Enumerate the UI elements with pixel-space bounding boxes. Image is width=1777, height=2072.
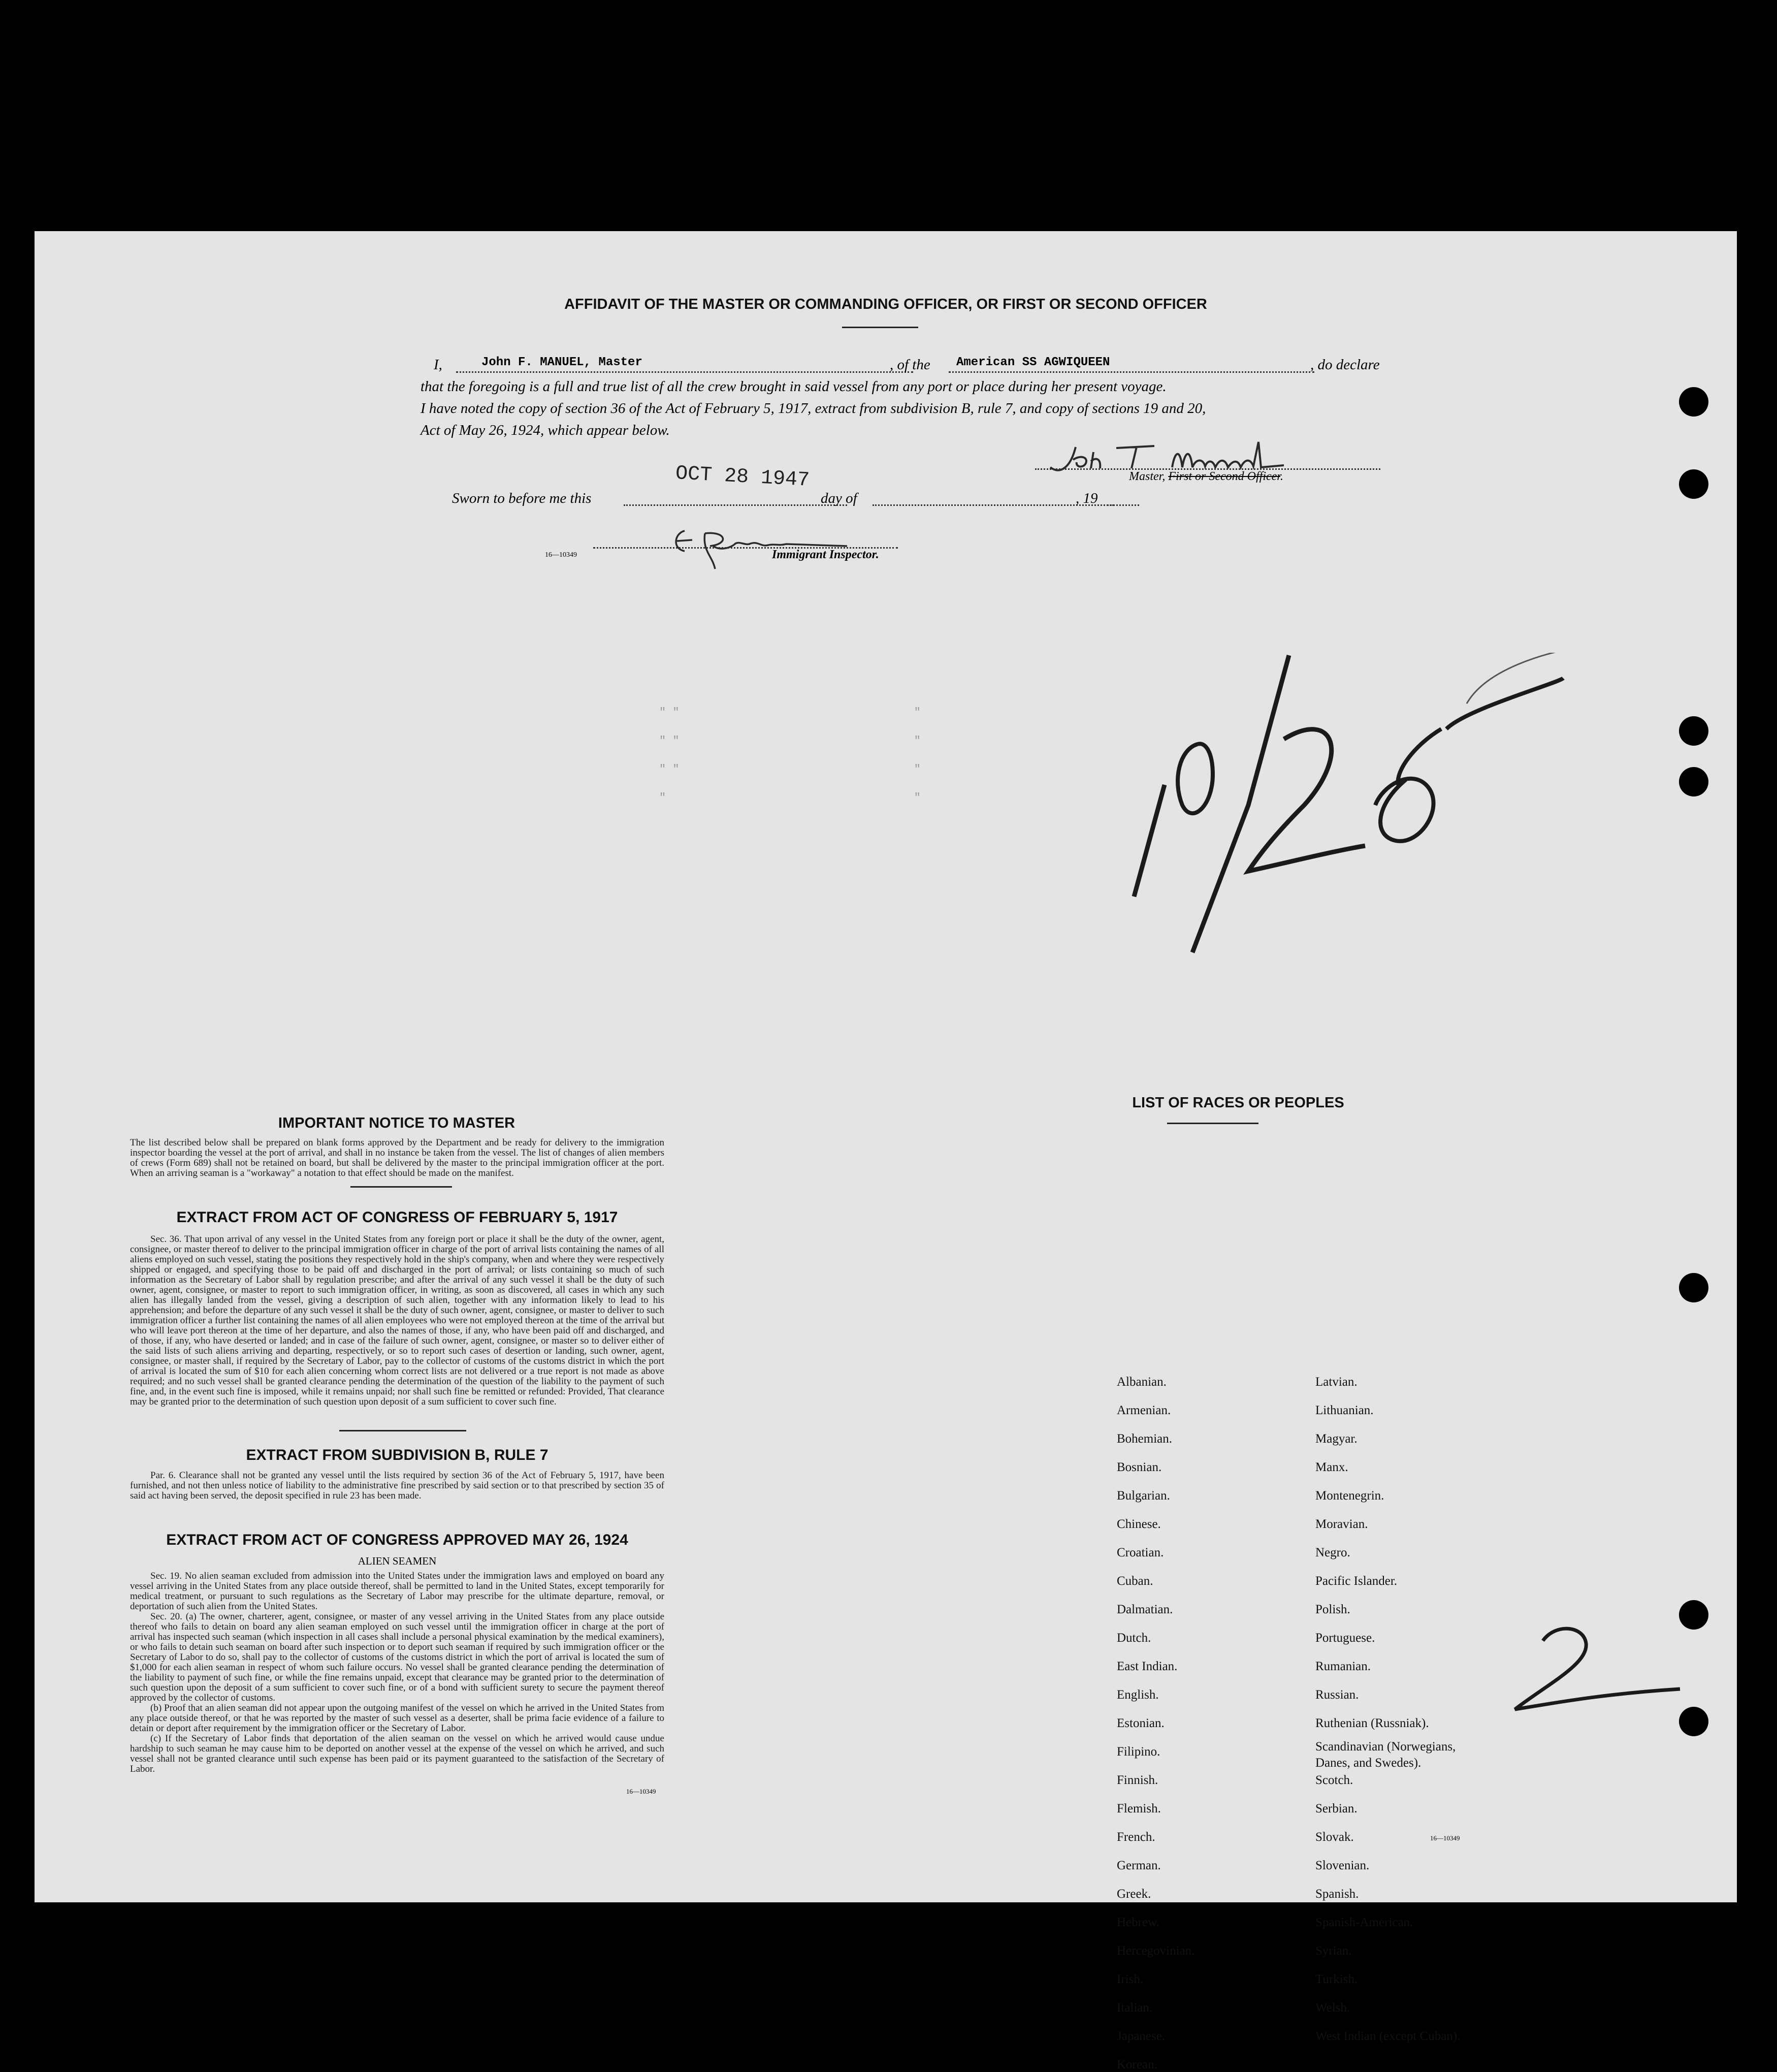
notice-text: The list described below shall be prepared on blank forms approved by the Department and be ready for delivery to the immigration inspector boarding the vessel at the port of arrival, and shall in no instance be taken from the vessel. The list of changes of alien members of crews (Form 689) shall not be retained on board, but shall be delivered by the master to the principal immigration officer at the port. When an arriving seaman is a "workaway" a notation to that effect should be made on the manifest. xyxy=(130,1137,664,1178)
notice-divider xyxy=(350,1186,452,1188)
vessel-name-field[interactable]: American SS AGWIQUEEN xyxy=(956,356,1110,369)
race-item: Danes, and Swedes). xyxy=(1315,1756,1421,1770)
race-item: Estonian. xyxy=(1117,1716,1165,1730)
race-item: Latvian. xyxy=(1315,1375,1358,1389)
sec-20a: Sec. 20. (a) The owner, charterer, agent, consignee, or master of any vessel arriving in the United States from any place outside thereof who fails to detain on board any alien seaman employed on such vessel until the immigration officer in charge at the port of arrival has inspected such seaman (which inspection in all cases shall include a personal physical examination by the medical examiners), or who fails to detain such seaman on board after such inspection or to deport such seaman if required by such immigration officer or the Secretary of Labor to do so, shall pay to the collector of customs of the customs district in which the port of arrival is located the sum of $1,000 for each alien seaman in respect of whom such failure occurs. No vessel shall be granted clearance pending the determination of the liability to payment of such fine, or while the fine remains unpaid, except that clearance may be granted prior to the determination of such question upon the deposit of a sum sufficient to cover such fine, or of a bond with sufficient surety to secure the payment thereof approved by the collector of customs. xyxy=(130,1611,664,1703)
notice-title: IMPORTANT NOTICE TO MASTER xyxy=(278,1115,515,1131)
races-title: LIST OF RACES OR PEOPLES xyxy=(1132,1095,1344,1111)
affidavit-title: AFFIDAVIT OF THE MASTER OR COMMANDING OFFICER, OR FIRST OR SECOND OFFICER xyxy=(564,296,1207,312)
race-item: Moravian. xyxy=(1315,1517,1368,1531)
race-item: Portuguese. xyxy=(1315,1631,1375,1645)
race-item: French. xyxy=(1117,1830,1155,1844)
punch-hole xyxy=(1679,767,1708,796)
race-item: Bosnian. xyxy=(1117,1460,1162,1474)
i-label: I, xyxy=(434,357,442,373)
master-name-field[interactable]: John F. MANUEL, Master xyxy=(481,356,642,369)
extract-1917-text: Sec. 36. That upon arrival of any vessel in the United States from any foreign port or place it shall be the duty of the owner, agent, consignee, or master thereof to deliver to the principal immigration officer in charge of the port of arrival lists containing the names of all aliens employed on such vessel, stating the positions they respectively hold in the ship's company, when and where they were respectively shipped or engaged, and specifying those to be paid off and discharged in the port of arrival; or lists containing so much of such information as the Secretary of Labor shall by regulation prescribe; and after the arrival of any such vessel it shall be the duty of such owner, agent, consignee, or master to report to such immigration officer, in writing, as soon as discovered, all cases in which any such alien has illegally landed from the vessel, giving a description of such alien, together with any information likely to lead to his apprehension; and before the departure of any such vessel it shall be the duty of such owner, agent, consignee, or master to deliver to such immigration officer a further list containing the names of all alien employees who were not employed thereon at the time of the arrival but who will leave port thereon at the time of her departure, and also the names of those, if any, who have been paid off and discharged, and of those, if any, who have deserted or landed; and in case of the failure of such owner, agent, consignee, or master so to deliver either of the said lists of such aliens arriving and departing, respectively, or so to report such cases of desertion or landing, such owner, agent, consignee, or master shall, if required by the Secretary of Labor, pay to the collector of customs of the customs district in which the port of arrival is located the sum of $10 for each alien concerning whom correct lists are not delivered or a true report is not made as above required; and no such vessel shall be granted clearance pending the determination of the question of the liability to the payment of such fine, and, in the event such fine is imposed, while it remains unpaid; nor shall such fine be remitted or refunded: Provided, That clearance may be granted prior to the determination of such question upon deposit of a sum sufficient to cover such fine. xyxy=(130,1234,664,1407)
alien-seamen-subtitle: ALIEN SEAMEN xyxy=(358,1555,437,1567)
handwritten-page-mark xyxy=(1446,1608,1700,1735)
race-item: Ruthenian (Russniak). xyxy=(1315,1716,1429,1730)
do-declare-label: , do declare xyxy=(1310,357,1380,373)
race-item: Italian. xyxy=(1117,2001,1153,2015)
signature-caption-struck: First or Second Officer xyxy=(1168,470,1280,483)
year-line xyxy=(1104,504,1139,506)
race-item: Syrian. xyxy=(1315,1944,1352,1958)
sworn-label: Sworn to before me this xyxy=(452,490,592,506)
race-item: East Indian. xyxy=(1117,1660,1178,1673)
race-item: Albanian. xyxy=(1117,1375,1167,1389)
bleed-through-marks: " " " " " " " " " " " xyxy=(659,706,921,804)
sec-20b: (b) Proof that an alien seaman did not appear upon the outgoing manifest of the vessel on which he arrived in the United States from any place outside thereof, or that he was reported by the master of such vessel as a deserter, shall be prima facie evidence of a failure to detain or deport after requirement by the immigration officer or the Secretary of Labor. xyxy=(130,1703,664,1734)
punch-hole xyxy=(1679,1600,1708,1630)
race-item: Dutch. xyxy=(1117,1631,1151,1645)
race-item: Bohemian. xyxy=(1117,1432,1173,1446)
extract-1924-title: EXTRACT FROM ACT OF CONGRESS APPROVED MAY 26, 1924 xyxy=(166,1532,628,1548)
inspector-caption: Immigrant Inspector. xyxy=(772,548,879,561)
race-item: Spanish. xyxy=(1315,1887,1359,1901)
extract-1924-sections xyxy=(130,1571,664,1774)
race-item: Montenegrin. xyxy=(1315,1489,1384,1503)
day-of-label: day of xyxy=(821,490,857,506)
race-item: Polish. xyxy=(1315,1603,1350,1616)
signature-caption: Master, First or Second Officer. xyxy=(1129,470,1283,483)
punch-hole xyxy=(1679,1273,1708,1302)
handwritten-date-mark xyxy=(1091,653,1589,1161)
race-item: Russian. xyxy=(1315,1688,1359,1702)
race-item: Finnish. xyxy=(1117,1773,1158,1787)
punch-hole xyxy=(1679,387,1708,417)
extract-1917-divider xyxy=(339,1430,466,1431)
extract-form-number: 16—10349 xyxy=(626,1788,656,1795)
race-item: Rumanian. xyxy=(1315,1660,1371,1673)
punch-hole xyxy=(1679,716,1708,746)
declaration-line-4: Act of May 26, 1924, which appear below. xyxy=(421,422,670,438)
race-item: German. xyxy=(1117,1859,1161,1872)
race-item: Croatian. xyxy=(1117,1546,1164,1559)
of-the-label: , of the xyxy=(890,357,930,373)
declaration-line-2: that the foregoing is a full and true list of all the crew brought in said vessel from any port or place during her present voyage. xyxy=(421,378,1167,395)
signature-caption-master: Master, xyxy=(1129,470,1169,483)
race-item: West Indian (except Cuban). xyxy=(1315,2029,1461,2043)
race-item: Slovak. xyxy=(1315,1830,1354,1844)
races-divider xyxy=(1167,1123,1258,1124)
race-item: Chinese. xyxy=(1117,1517,1161,1531)
sworn-date-stamp[interactable]: OCT 28 1947 xyxy=(675,462,811,492)
affidavit-form-number: 16—10349 xyxy=(545,551,577,559)
race-item: Serbian. xyxy=(1315,1802,1358,1815)
sworn-date-line xyxy=(624,504,847,506)
races-form-number: 16—10349 xyxy=(1430,1834,1460,1842)
title-underline xyxy=(842,327,918,328)
race-item: Korean. xyxy=(1117,2058,1157,2071)
extract-1917-title: EXTRACT FROM ACT OF CONGRESS OF FEBRUARY 5, 1917 xyxy=(176,1209,618,1226)
race-item: Slovenian. xyxy=(1315,1859,1370,1872)
race-item: Manx. xyxy=(1315,1460,1348,1474)
race-item: Flemish. xyxy=(1117,1802,1161,1815)
punch-hole xyxy=(1679,469,1708,499)
race-item: Turkish. xyxy=(1315,1972,1358,1986)
race-item: Magyar. xyxy=(1315,1432,1358,1446)
rule7-title: EXTRACT FROM SUBDIVISION B, RULE 7 xyxy=(246,1447,548,1463)
punch-hole xyxy=(1679,1707,1708,1736)
race-item: Spanish-American. xyxy=(1315,1916,1413,1929)
race-item: Japanese. xyxy=(1117,2029,1166,2043)
race-item: Hebrew. xyxy=(1117,1916,1159,1929)
race-item: Irish. xyxy=(1117,1972,1144,1986)
race-item: Armenian. xyxy=(1117,1404,1171,1417)
sec-20c: (c) If the Secretary of Labor finds that deportation of the alien seaman on the vessel on which he arrived would cause undue hardship to such seaman he may cause him to be deported on another vessel at the expense of the vessel on which he arrived, and such vessel shall not be granted clearance until such expense has been paid or its payment guaranteed to the satisfaction of the Secretary of Labor. xyxy=(130,1733,664,1774)
race-item: Bulgarian. xyxy=(1117,1489,1170,1503)
rule7-text: Par. 6. Clearance shall not be granted any vessel until the lists required by section 36 of the Act of February 5, 1917, have been furnished, and not then unless notice of liability to the administrative fine prescribed by said section or to that prescribed by section 35 of said act having been served, the deposit specified in rule 23 has been made. xyxy=(130,1470,664,1501)
race-item: Dalmatian. xyxy=(1117,1603,1173,1616)
vessel-line xyxy=(949,371,1314,373)
year-label: , 19 xyxy=(1076,490,1098,506)
race-item: Welsh. xyxy=(1315,2001,1350,2015)
race-item: Scandinavian (Norwegians, xyxy=(1315,1740,1456,1754)
race-item: Pacific Islander. xyxy=(1315,1574,1398,1588)
document-page xyxy=(35,231,1737,2071)
race-item: Negro. xyxy=(1315,1546,1350,1559)
race-item: Scotch. xyxy=(1315,1773,1353,1787)
sec-19: Sec. 19. No alien seaman excluded from admission into the United States under the immigration laws and employed on board any vessel arriving in the United States from any place outside thereof, shall be permitted to land in the United States, except temporarily for medical treatment, or pursuant to such regulations as the Secretary of Labor may prescribe for the ultimate departure, removal, or deportation of such alien from the United States. xyxy=(130,1571,664,1612)
race-item: Greek. xyxy=(1117,1887,1151,1901)
race-item: Cuban. xyxy=(1117,1574,1153,1588)
race-item: English. xyxy=(1117,1688,1159,1702)
race-item: Filipino. xyxy=(1117,1745,1160,1759)
declaration-line-3: I have noted the copy of section 36 of the Act of February 5, 1917, extract from subdivision B, rule 7, and copy of sections 19 and 20, xyxy=(421,400,1206,417)
master-name-line xyxy=(456,371,913,373)
race-item: Lithuanian. xyxy=(1315,1404,1374,1417)
race-item: Hercegovinian. xyxy=(1117,1944,1195,1958)
